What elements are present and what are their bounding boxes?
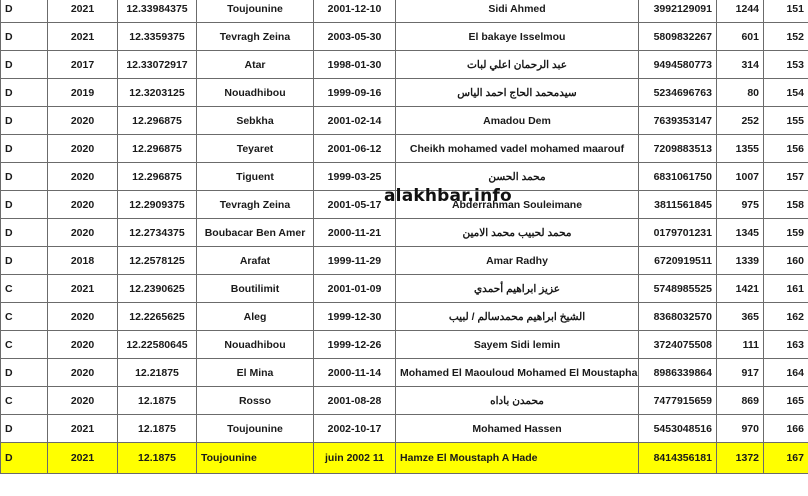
- cell-score: 12.296875: [118, 107, 197, 135]
- cell-score: 12.21875: [118, 359, 197, 387]
- cell-birth-date: 1998-01-30: [314, 51, 396, 79]
- cell-class: D: [1, 79, 48, 107]
- cell-rank: 1345: [717, 219, 764, 247]
- cell-score: 12.2909375: [118, 191, 197, 219]
- cell-birth-date: 1999-11-29: [314, 247, 396, 275]
- cell-rank: 111: [717, 331, 764, 359]
- cell-birth-date: 2000-11-21: [314, 219, 396, 247]
- cell-id-number: 9494580773: [639, 51, 717, 79]
- cell-year: 2021: [48, 275, 118, 303]
- cell-name: عبد الرحمان اعلي لبات: [396, 51, 639, 79]
- cell-birth-date: 1999-03-25: [314, 163, 396, 191]
- table-row: [1, 0, 808, 23]
- cell-class: D: [1, 191, 48, 219]
- cell-city: Teyaret: [197, 135, 314, 163]
- cell-birth-date: 1999-12-30: [314, 303, 396, 331]
- cell-birth-date: 2001-05-17: [314, 191, 396, 219]
- table-row: [1, 107, 808, 135]
- table-row: [1, 79, 808, 107]
- cell-birth-date: 2002-10-17: [314, 415, 396, 443]
- cell-id-number: 5234696763: [639, 79, 717, 107]
- cell-year: 2020: [48, 191, 118, 219]
- cell-year: 2020: [48, 387, 118, 415]
- cell-year: 2020: [48, 163, 118, 191]
- cell-class: D: [1, 443, 48, 474]
- cell-city: Toujounine: [197, 415, 314, 443]
- cell-id-number: 7639353147: [639, 107, 717, 135]
- cell-rank: 970: [717, 415, 764, 443]
- cell-order: 160: [764, 247, 808, 275]
- cell-id-number: 5748985525: [639, 275, 717, 303]
- cell-city: Tiguent: [197, 163, 314, 191]
- table-row: [1, 219, 808, 247]
- cell-rank: 1355: [717, 135, 764, 163]
- cell-rank: 252: [717, 107, 764, 135]
- cell-id-number: 8368032570: [639, 303, 717, 331]
- cell-rank: 601: [717, 23, 764, 51]
- cell-score: 12.1875: [118, 443, 197, 474]
- cell-order: 153: [764, 51, 808, 79]
- table-row: [1, 387, 808, 415]
- cell-order: 151: [764, 0, 808, 23]
- cell-year: 2020: [48, 331, 118, 359]
- cell-order: 163: [764, 331, 808, 359]
- cell-city: Nouadhibou: [197, 79, 314, 107]
- cell-birth-date: juin 2002 11: [314, 443, 396, 474]
- cell-name: Hamze El Moustaph A Hade: [396, 443, 639, 474]
- cell-id-number: 0179701231: [639, 219, 717, 247]
- cell-rank: 365: [717, 303, 764, 331]
- cell-order: 158: [764, 191, 808, 219]
- cell-score: 12.1875: [118, 387, 197, 415]
- cell-score: 12.22580645: [118, 331, 197, 359]
- cell-id-number: 5453048516: [639, 415, 717, 443]
- cell-id-number: 8414356181: [639, 443, 717, 474]
- cell-birth-date: 2001-01-09: [314, 275, 396, 303]
- cell-id-number: 7209883513: [639, 135, 717, 163]
- cell-year: 2019: [48, 79, 118, 107]
- cell-name: Sayem Sidi lemin: [396, 331, 639, 359]
- cell-birth-date: 2001-12-10: [314, 0, 396, 23]
- cell-rank: 1244: [717, 0, 764, 23]
- cell-name: محمدن باداه: [396, 387, 639, 415]
- cell-city: Aleg: [197, 303, 314, 331]
- highlighted-table-row: [1, 443, 808, 474]
- cell-city: Boubacar Ben Amer: [197, 219, 314, 247]
- cell-rank: 1421: [717, 275, 764, 303]
- table-row: [1, 331, 808, 359]
- cell-order: 164: [764, 359, 808, 387]
- cell-name: El bakaye Isselmou: [396, 23, 639, 51]
- cell-order: 155: [764, 107, 808, 135]
- cell-name: Cheikh mohamed vadel mohamed maarouf: [396, 135, 639, 163]
- table-row: [1, 275, 808, 303]
- cell-city: Atar: [197, 51, 314, 79]
- cell-name: Amadou Dem: [396, 107, 639, 135]
- cell-order: 162: [764, 303, 808, 331]
- cell-city: El Mina: [197, 359, 314, 387]
- cell-class: D: [1, 0, 48, 23]
- cell-birth-date: 2000-11-14: [314, 359, 396, 387]
- cell-score: 12.2578125: [118, 247, 197, 275]
- cell-name: Abderrahman Souleimane: [396, 191, 639, 219]
- cell-order: 152: [764, 23, 808, 51]
- cell-class: D: [1, 163, 48, 191]
- cell-name: Sidi Ahmed: [396, 0, 639, 23]
- cell-birth-date: 2001-02-14: [314, 107, 396, 135]
- cell-birth-date: 1999-12-26: [314, 331, 396, 359]
- watermark: alakhbar.info: [384, 186, 512, 206]
- cell-order: 157: [764, 163, 808, 191]
- cell-rank: 869: [717, 387, 764, 415]
- cell-name: سيدمحمد الحاج احمد الياس: [396, 79, 639, 107]
- cell-city: Rosso: [197, 387, 314, 415]
- cell-score: 12.3203125: [118, 79, 197, 107]
- cell-year: 2021: [48, 23, 118, 51]
- cell-score: 12.2265625: [118, 303, 197, 331]
- cell-score: 12.1875: [118, 415, 197, 443]
- cell-class: C: [1, 331, 48, 359]
- cell-score: 12.296875: [118, 163, 197, 191]
- cell-score: 12.296875: [118, 135, 197, 163]
- cell-class: D: [1, 51, 48, 79]
- cell-class: D: [1, 415, 48, 443]
- cell-id-number: 5809832267: [639, 23, 717, 51]
- cell-birth-date: 2003-05-30: [314, 23, 396, 51]
- cell-city: Toujounine: [197, 443, 314, 474]
- cell-class: D: [1, 219, 48, 247]
- cell-order: 156: [764, 135, 808, 163]
- cell-rank: 80: [717, 79, 764, 107]
- cell-id-number: 7477915659: [639, 387, 717, 415]
- cell-rank: 1339: [717, 247, 764, 275]
- cell-order: 166: [764, 415, 808, 443]
- cell-name: محمد لحبيب محمد الامين: [396, 219, 639, 247]
- cell-score: 12.33072917: [118, 51, 197, 79]
- cell-id-number: 3724075508: [639, 331, 717, 359]
- table-row: [1, 303, 808, 331]
- cell-score: 12.3359375: [118, 23, 197, 51]
- cell-class: C: [1, 303, 48, 331]
- cell-year: 2021: [48, 0, 118, 23]
- cell-order: 165: [764, 387, 808, 415]
- cell-rank: 1007: [717, 163, 764, 191]
- cell-year: 2020: [48, 359, 118, 387]
- cell-score: 12.2390625: [118, 275, 197, 303]
- cell-city: Nouadhibou: [197, 331, 314, 359]
- cell-birth-date: 1999-09-16: [314, 79, 396, 107]
- cell-name: Mohamed Hassen: [396, 415, 639, 443]
- cell-name: محمد الحسن: [396, 163, 639, 191]
- cell-id-number: 8986339864: [639, 359, 717, 387]
- cell-class: D: [1, 359, 48, 387]
- cell-order: 159: [764, 219, 808, 247]
- cell-year: 2020: [48, 135, 118, 163]
- cell-class: D: [1, 135, 48, 163]
- cell-rank: 314: [717, 51, 764, 79]
- cell-name: Amar Radhy: [396, 247, 639, 275]
- table-row: [1, 51, 808, 79]
- cell-year: 2020: [48, 303, 118, 331]
- cell-city: Toujounine: [197, 0, 314, 23]
- cell-year: 2018: [48, 247, 118, 275]
- cell-id-number: 6720919511: [639, 247, 717, 275]
- cell-class: D: [1, 247, 48, 275]
- table-row: [1, 415, 808, 443]
- cell-year: 2017: [48, 51, 118, 79]
- cell-class: D: [1, 107, 48, 135]
- cell-class: C: [1, 275, 48, 303]
- cell-rank: 1372: [717, 443, 764, 474]
- cell-year: 2021: [48, 415, 118, 443]
- cell-class: C: [1, 387, 48, 415]
- cell-order: 154: [764, 79, 808, 107]
- cell-birth-date: 2001-08-28: [314, 387, 396, 415]
- table-row: [1, 247, 808, 275]
- cell-class: D: [1, 23, 48, 51]
- cell-city: Sebkha: [197, 107, 314, 135]
- cell-birth-date: 2001-06-12: [314, 135, 396, 163]
- cell-order: 167: [764, 443, 808, 474]
- cell-city: Tevragh Zeina: [197, 191, 314, 219]
- cell-score: 12.2734375: [118, 219, 197, 247]
- cell-score: 12.33984375: [118, 0, 197, 23]
- cell-name: عزيز ابراهيم أحمدي: [396, 275, 639, 303]
- cell-id-number: 6831061750: [639, 163, 717, 191]
- cell-name: الشيخ ابراهيم محمدسالم / لبيب: [396, 303, 639, 331]
- table-row: [1, 23, 808, 51]
- cell-order: 161: [764, 275, 808, 303]
- table-row: [1, 135, 808, 163]
- cell-year: 2020: [48, 219, 118, 247]
- cell-city: Boutilimit: [197, 275, 314, 303]
- cell-city: Tevragh Zeina: [197, 23, 314, 51]
- cell-year: 2021: [48, 443, 118, 474]
- cell-year: 2020: [48, 107, 118, 135]
- cell-name: Mohamed El Maouloud Mohamed El Moustapha: [396, 359, 639, 387]
- cell-rank: 975: [717, 191, 764, 219]
- cell-rank: 917: [717, 359, 764, 387]
- cell-id-number: 3992129091: [639, 0, 717, 23]
- cell-city: Arafat: [197, 247, 314, 275]
- cell-id-number: 3811561845: [639, 191, 717, 219]
- table-row: [1, 359, 808, 387]
